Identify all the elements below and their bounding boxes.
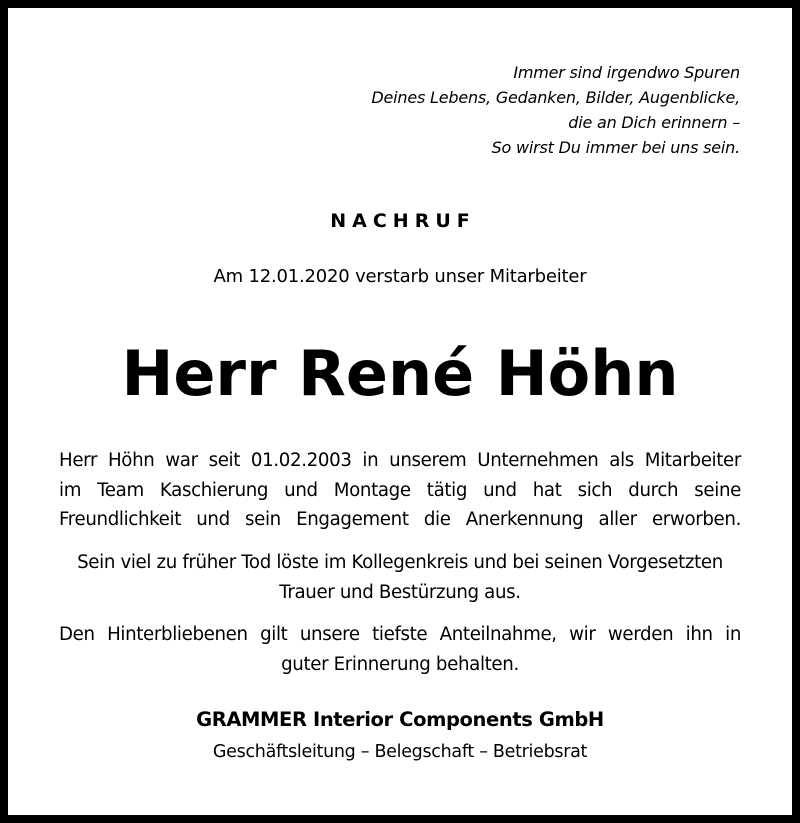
memorial-poem <box>371 60 740 160</box>
poem-line: Deines Lebens, Gedanken, Bilder, Augenblicke, <box>371 88 740 107</box>
obituary-notice <box>8 8 792 815</box>
poem-line: die an Dich erinnern – <box>568 113 740 132</box>
paragraph-line: Trauer und Bestürzung aus. <box>279 582 521 603</box>
paragraph-line: Den Hinterbliebenen gilt unsere tiefste Anteilnahme, wir werden ihn in <box>59 624 741 645</box>
notice-heading: NACHRUF <box>330 210 476 232</box>
paragraph-line: Sein viel zu früher Tod löste im Kollegenkreis und bei seinen Vorgesetzten <box>77 552 723 573</box>
paragraph-line: Freundlichkeit und sein Engagement die Anerkennung aller erworben. <box>59 509 741 530</box>
paragraph-line: im Team Kaschierung und Montage tätig und hat sich durch seine <box>59 479 741 501</box>
poem-line: So wirst Du immer bei uns sein. <box>491 138 740 157</box>
signers-line: Geschäftsleitung – Belegschaft – Betriebsrat <box>212 742 588 762</box>
company-name: GRAMMER Interior Components GmbH <box>196 708 604 731</box>
paragraph-line: guter Erinnerung behalten. <box>281 654 519 675</box>
intro-line: Am 12.01.2020 verstarb unser Mitarbeiter <box>213 266 587 287</box>
deceased-name: Herr René Höhn <box>121 337 679 410</box>
career-paragraph <box>59 446 741 535</box>
poem-line: Immer sind irgendwo Spuren <box>513 63 740 82</box>
grief-paragraph <box>48 548 752 608</box>
paragraph-line: Herr Höhn war seit 01.02.2003 in unserem Unternehmen als Mitarbeiter <box>59 450 741 471</box>
condolence-paragraph <box>48 620 752 680</box>
